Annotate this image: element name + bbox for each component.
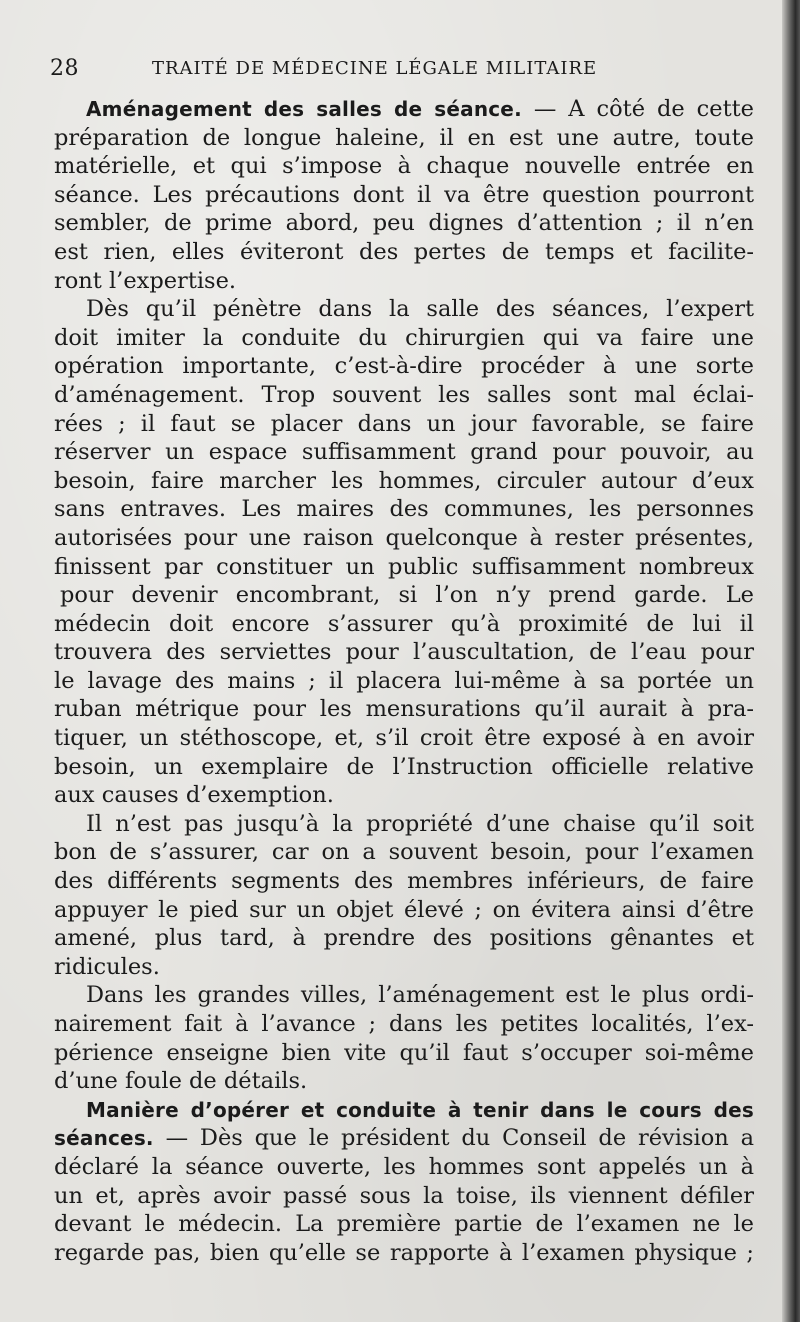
body-text <box>54 95 754 1267</box>
text-line <box>54 1096 754 1125</box>
text-line: Dès qu’il pénètre dans la salle des séances, l’expert <box>86 296 754 323</box>
text-line: un et, après avoir passé sous la toise, ils viennent défiler <box>54 1182 754 1209</box>
section-heading: Aménagement des salles de séance. <box>86 97 522 121</box>
text-line: matérielle, et qui s’impose à chaque nouvelle entrée en <box>54 153 754 180</box>
text-line: trouvera des serviettes pour l’auscultation, de l’eau pour <box>54 639 754 666</box>
text-line: rées ; il faut se placer dans un jour favorable, se faire <box>54 410 754 437</box>
text-line: le lavage des mains ; il placera lui-même à sa portée un <box>54 667 754 694</box>
text-line: sembler, de prime abord, peu dignes d’attention ; il n’en <box>54 210 754 237</box>
text-line: d’aménagement. Trop souvent les salles sont mal éclai- <box>54 381 754 408</box>
text-line: Dans les grandes villes, l’aménagement est le plus ordi- <box>86 982 754 1009</box>
text-line: amené, plus tard, à prendre des positions gênantes et <box>54 925 754 952</box>
text-line: ront l’expertise. <box>54 267 237 294</box>
page-number: 28 <box>50 56 79 81</box>
page-header <box>50 56 750 86</box>
text-line: séances. — Dès que le président du Conseil de révision a <box>54 1125 754 1152</box>
text-line: ridicules. <box>54 953 160 980</box>
running-title: TRAITÉ DE MÉDECINE LÉGALE MILITAIRE <box>152 58 598 79</box>
text-line: préparation de longue haleine, il en est une autre, toute <box>54 124 754 151</box>
section-heading: Manière d’opérer et conduite à tenir dans le cours des <box>86 1097 754 1122</box>
text-line: tiquer, un stéthoscope, et, s’il croit être exposé à en avoir <box>54 725 754 752</box>
text-line: besoin, un exemplaire de l’Instruction officielle relative <box>54 753 754 780</box>
text-line: Aménagement des salles de séance. — A côté de cette <box>86 96 754 122</box>
text-line: nairement fait à l’avance ; dans les petites localités, l’ex- <box>54 1011 754 1037</box>
text-line: appuyer le pied sur un objet élevé ; on évitera ainsi d’être <box>54 896 754 923</box>
text-line: devant le médecin. La première partie de l’examen ne le <box>54 1211 754 1238</box>
text-line: séance. Les précautions dont il va être question pourront <box>54 181 754 208</box>
text-line: Il n’est pas jusqu’à la propriété d’une chaise qu’il soit <box>86 810 754 837</box>
text-line: autorisées pour une raison quelconque à rester présentes, <box>54 524 754 551</box>
text-line: sans entraves. Les maires des communes, les personnes <box>54 496 754 523</box>
section-heading-continued: séances. <box>54 1126 154 1151</box>
text-line: regarde pas, bien qu’elle se rapporte à l’examen physique ; <box>54 1239 754 1266</box>
text-line: déclaré la séance ouverte, les hommes sont appelés un à <box>54 1153 754 1180</box>
text-line: est rien, elles éviteront des pertes de temps et facilite- <box>54 238 754 265</box>
text-line: opération importante, c’est-à-dire procéder à une sorte <box>54 353 754 380</box>
text-line: périence enseigne bien vite qu’il faut s’occuper soi-même <box>54 1039 754 1066</box>
text-line: pour devenir encombrant, si l’on n’y prend garde. Le <box>60 582 754 609</box>
text-line: des différents segments des membres inférieurs, de faire <box>54 868 754 895</box>
text-line: bon de s’assurer, car on a souvent besoin, pour l’examen <box>54 839 754 866</box>
text-line: réserver un espace suffisamment grand pour pouvoir, au <box>54 439 754 466</box>
text-line: aux causes d’exemption. <box>54 782 334 809</box>
text-line: besoin, faire marcher les hommes, circuler autour d’eux <box>54 467 754 494</box>
text-line: doit imiter la conduite du chirurgien qui va faire une <box>54 324 754 351</box>
page-edge-shadow <box>782 0 800 1322</box>
text-line: ruban métrique pour les mensurations qu’il aurait à pra- <box>54 696 754 723</box>
text-line: médecin doit encore s’assurer qu’à proximité de lui il <box>54 610 754 637</box>
text-line: finissent par constituer un public suffisamment nombreux <box>54 553 754 580</box>
text-line: d’une foule de détails. <box>54 1068 308 1095</box>
